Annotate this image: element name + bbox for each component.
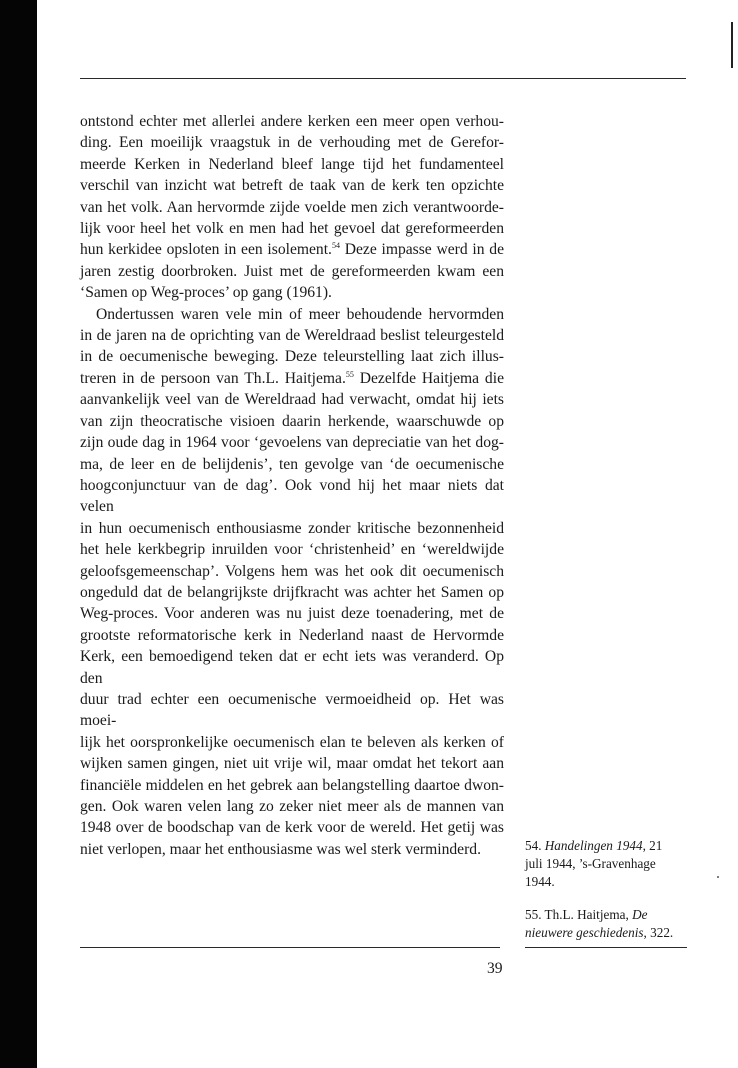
footnote-title: Handelingen 1944 <box>544 838 643 853</box>
text-line: in de oecumenische beweging. Deze teleurstelling laat zich illus- <box>80 348 504 366</box>
text-line: Kerk, een bemoedigend teken dat er echt iets was veranderd. Op den <box>80 648 504 687</box>
text-line: aanvankelijk veel van de Wereldraad had verwacht, omdat hij iets <box>80 391 504 409</box>
footnote-ref-55[interactable]: 55 <box>345 369 354 379</box>
text-line: ontstond echter met allerlei andere kerken een meer open verhou- <box>80 113 504 130</box>
paragraph-2 <box>80 304 504 861</box>
text-line: verschil van inzicht wat betreft de taak van de kerk ten opzichte <box>80 177 504 195</box>
scan-speck <box>717 876 719 878</box>
header-rule <box>80 78 686 79</box>
body-text <box>80 111 504 860</box>
text-line: ‘Samen op Weg-proces’ op gang (1961). <box>80 284 332 302</box>
footnotes <box>525 837 687 956</box>
text-line: ma, de leer en de belijdenis’, ten gevolge van ‘de oecumenische <box>80 455 504 473</box>
footnote-number: 55. <box>525 906 542 922</box>
text-line: ongeduld dat de belangrijkste drijfkracht was achter het Samen op <box>80 583 504 601</box>
footer-rule <box>80 947 500 948</box>
text-line: financiële middelen en het gebrek aan belangstelling daartoe dwon- <box>80 776 504 794</box>
text-line: lijk voor heel het volk en men had het gevoel dat gereformeerden <box>80 220 504 238</box>
footnote-ref-54[interactable]: 54 <box>331 241 340 251</box>
footnote-title: De <box>632 906 648 922</box>
text-line: Weg-proces. Voor anderen was nu juist deze toenadering, met de <box>80 605 504 623</box>
page-edge-mark <box>731 22 733 68</box>
text-line: meerde Kerken in Nederland bleef lange tijd het fundamenteel <box>80 155 504 173</box>
page-number: 39 <box>487 960 503 977</box>
text-line: hun kerkidee opsloten in een isolement.$^{54}$ Deze impasse werd in de <box>80 241 505 259</box>
text-line: grootste reformatorische kerk in Nederland naast de Hervormde <box>80 626 504 644</box>
text-line: gen. Ook waren velen lang zo zeker niet meer als de mannen van <box>80 798 504 815</box>
footnote-54: 54. Handelingen 1944, 21 juli 1944, ’s-Gravenhage 1944. <box>525 838 663 890</box>
text-line: van het volk. Aan hervormde zijde voelde men zich verantwoorde- <box>80 198 504 216</box>
text-line: jaren zestig doorbroken. Juist met de gereformeerden kwam een <box>80 262 504 280</box>
footnote-55: 55. Th.L. Haitjema, De nieuwere geschiedenis, 322. <box>525 906 674 940</box>
paragraph-1 <box>80 111 504 304</box>
text-line: lijk het oorspronkelijke oecumenisch elan te beleven als kerken of <box>80 733 504 751</box>
text-line: Ondertussen waren vele min of meer behoudende hervormden <box>96 305 504 323</box>
text-line: geloofsgemeenschap’. Volgens hem was het ook dit oecumenisch <box>80 562 504 580</box>
text-line: het hele kerkbegrip inruilden voor ‘christenheid’ en ‘wereldwijde <box>80 541 504 559</box>
text-line: ding. Een moeilijk vraagstuk in de verhouding met de Gerefor- <box>80 134 504 152</box>
text-line: hoogconjunctuur van de dag’. Ook vond hij het maar niets dat velen <box>80 476 504 516</box>
text-line: wijken samen gingen, niet uit vrije wil, maar omdat het tekort aan <box>80 755 504 773</box>
text-line: 1948 over de boodschap van de kerk voor de wereld. Het getij was <box>80 819 504 837</box>
text-line: van zijn theocratische visioen daarin herkende, waarschuwde op <box>80 412 504 430</box>
book-spine-shadow <box>0 0 37 1068</box>
text-line: in hun oecumenisch enthousiasme zonder kritische bezonnenheid <box>80 519 504 537</box>
text-line: duur trad echter een oecumenische vermoeidheid op. Het was moei- <box>80 690 504 730</box>
text-line: zijn oude dag in 1964 voor ‘gevoelens van depreciatie van het dog- <box>80 434 504 452</box>
text-line: niet verlopen, maar het enthousiasme was wel sterk verminderd. <box>80 840 481 858</box>
footnote-rule <box>525 947 687 948</box>
text-line: treren in de persoon van Th.L. Haitjema.$^{55}$ Dezelfde Haitjema die <box>80 369 504 387</box>
footnote-number: 54. <box>525 838 542 853</box>
text-line: in de jaren na de oprichting van de Wereldraad beslist teleurgesteld <box>80 327 504 345</box>
